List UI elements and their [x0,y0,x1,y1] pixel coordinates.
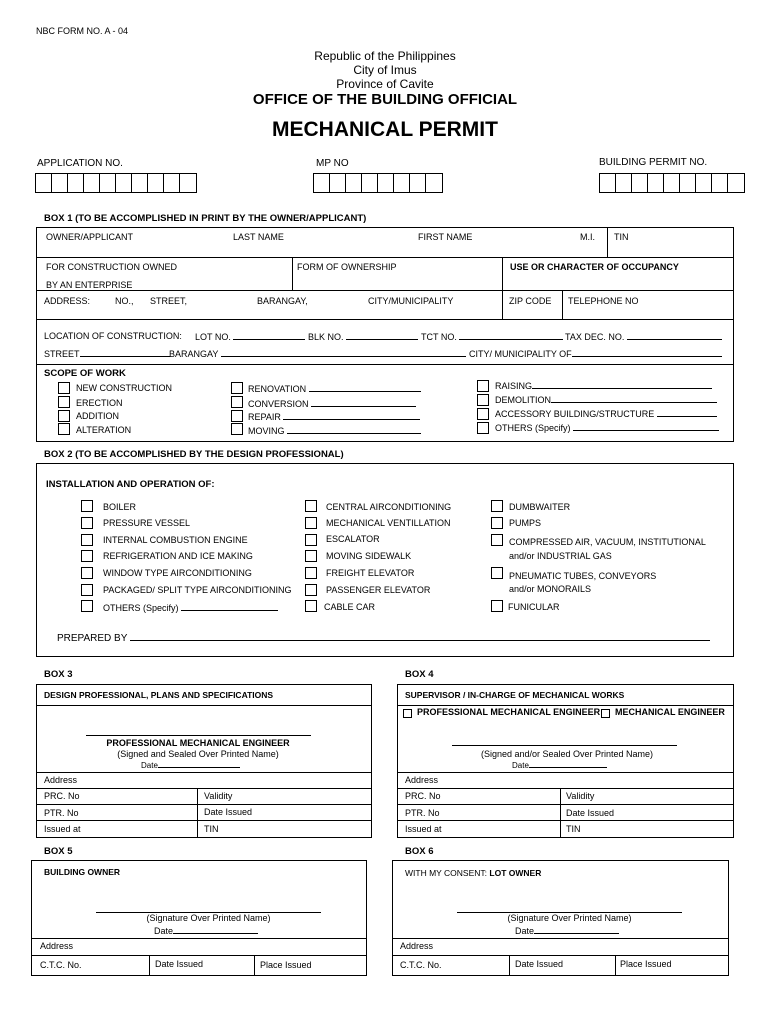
box4-ptr-label: PTR. No [405,808,440,818]
box6-consent [405,868,541,878]
box3-pme-label: PROFESSIONAL MECHANICAL ENGINEER [106,738,290,748]
demolition-field[interactable] [495,394,717,405]
box4-address-label: Address [405,775,439,785]
freight-elevator-checkbox[interactable] [305,567,317,579]
box1-heading: BOX 1 (TO BE ACCOMPLISHED IN PRINT BY THE OWNER/APPLICANT) [44,213,367,224]
dumbwaiter-checkbox[interactable] [491,500,503,512]
mech-ventilation-label: MECHANICAL VENTILLATION [326,518,451,528]
mi-label: M.I. [580,232,595,242]
box5-ctc-label: C.T.C. No. [40,960,82,970]
lot-no-label: LOT NO. [195,332,231,342]
telephone-label: TELEPHONE NO [568,296,639,306]
box2-heading: BOX 2 (TO BE ACCOMPLISHED BY THE DESIGN PROFESSIONAL) [44,449,344,460]
box6-date-field[interactable] [515,925,619,936]
box5-date-issued-label: Date Issued [155,959,204,969]
box3-address-label: Address [44,775,78,785]
building-permit-no-field[interactable] [599,173,745,193]
pneumatic-label-1: PNEUMATIC TUBES, CONVEYORS [509,571,657,581]
central-aircon-checkbox[interactable] [305,500,317,512]
refrigeration-label: REFRIGERATION AND ICE MAKING [103,551,253,561]
box5-date-field[interactable] [154,925,258,936]
erection-label: ERECTION [76,398,123,408]
construction-owned-label: FOR CONSTRUCTION OWNED [46,262,177,272]
box5-place-issued-label: Place Issued [260,960,312,970]
box4-pme-label: PROFESSIONAL MECHANICAL ENGINEER [417,707,601,717]
box3-validity-label: Validity [204,791,233,801]
mp-no-label: MP NO [316,158,349,169]
new-construction-checkbox[interactable] [58,382,70,394]
pumps-checkbox[interactable] [491,517,503,529]
install-others-checkbox[interactable] [81,600,93,612]
renovation-label: RENOVATION [248,384,307,394]
box4-pme-checkbox[interactable] [403,709,412,718]
dumbwaiter-label: DUMBWAITER [509,502,571,512]
box3-date-field[interactable] [141,761,240,770]
box5-date-label: Date [154,926,174,936]
blk-no-field[interactable] [308,331,418,342]
box5-label: BOX 5 [44,846,73,857]
box4-date-label: Date [512,761,529,770]
scope-others-field[interactable] [495,422,719,433]
by-enterprise-label: BY AN ENTERPRISE [46,280,133,290]
box4-label: BOX 4 [405,669,434,680]
accessory-field[interactable] [495,408,717,419]
raising-field[interactable] [495,380,712,391]
installation-heading: INSTALLATION AND OPERATION OF: [46,479,215,490]
scope-of-work-heading: SCOPE OF WORK [44,368,126,379]
repair-checkbox[interactable] [231,410,243,422]
raising-label: RAISING [495,381,533,391]
box3-tin-label: TIN [204,824,219,834]
box5-signature-label: (Signature Over Printed Name) [146,913,271,923]
accessory-label: ACCESSORY BUILDING/STRUCTURE [495,409,655,419]
box6-date-issued-label: Date Issued [515,959,564,969]
funicular-label: FUNICULAR [508,602,560,612]
location-label: LOCATION OF CONSTRUCTION: [44,331,182,341]
addition-checkbox[interactable] [58,410,70,422]
form-of-ownership-label: FORM OF OWNERSHIP [297,262,397,272]
box6-signature-label: (Signature Over Printed Name) [507,913,632,923]
office-title: OFFICE OF THE BUILDING OFFICIAL [252,91,518,108]
escalator-checkbox[interactable] [305,534,317,546]
box4-issued-at-label: Issued at [405,824,442,834]
accessory-checkbox[interactable] [477,408,489,420]
tax-dec-field[interactable] [565,331,722,342]
pressure-vessel-label: PRESSURE VESSEL [103,518,191,528]
internal-combustion-label: INTERNAL COMBUSTION ENGINE [103,535,248,545]
install-others-label: OTHERS (Specify) [103,603,179,613]
building-permit-no-label: BUILDING PERMIT NO. [599,157,708,168]
box4-validity-label: Validity [566,791,595,801]
tin-label: TIN [614,232,629,242]
box6-ctc-label: C.T.C. No. [400,960,442,970]
use-of-occupancy-label: USE OR CHARACTER OF OCCUPANCY [510,262,679,272]
compressed-air-checkbox[interactable] [491,534,503,546]
packaged-aircon-label: PACKAGED/ SPLIT TYPE AIRCONDITIONING [103,585,292,595]
location-street-label: STREET [44,349,80,359]
prepared-by-label: PREPARED BY [57,633,128,644]
refrigeration-checkbox[interactable] [81,550,93,562]
box4-heading: SUPERVISOR / IN-CHARGE OF MECHANICAL WORKS [405,690,625,700]
compressed-air-label-2: and/or INDUSTRIAL GAS [509,551,612,561]
pneumatic-label-2: and/or MONORAILS [509,584,592,594]
box3-date-label: Date [141,761,158,770]
box6-address-label: Address [400,941,434,951]
tct-no-field[interactable] [421,331,563,342]
address-label: ADDRESS: [44,296,91,306]
box4-signed-label: (Signed and/or Sealed Over Printed Name) [480,749,654,759]
renovation-checkbox[interactable] [231,382,243,394]
location-city-field[interactable] [469,348,722,359]
box6-consent-label: WITH MY CONSENT: [405,868,488,878]
box4-tin-label: TIN [566,824,581,834]
passenger-elevator-checkbox[interactable] [305,584,317,596]
conversion-field[interactable] [248,398,416,409]
pneumatic-checkbox[interactable] [491,567,503,579]
box6-date-label: Date [515,926,535,936]
tax-dec-label: TAX DEC. NO. [565,332,625,342]
box3-date-issued-label: Date Issued [204,807,253,817]
compressed-air-label-1: COMPRESSED AIR, VACUUM, INSTITUTIONAL [509,537,706,547]
box4-date-field[interactable] [512,761,607,770]
application-no-field[interactable] [35,173,197,193]
scope-others-label: OTHERS (Specify) [495,423,571,433]
freight-elevator-label: FREIGHT ELEVATOR [326,568,415,578]
demolition-label: DEMOLITION [495,395,552,405]
internal-combustion-checkbox[interactable] [81,534,93,546]
install-others-field[interactable] [103,602,278,613]
passenger-elevator-label: PASSENGER ELEVATOR [326,585,431,595]
funicular-checkbox[interactable] [491,600,503,612]
box4-date-issued-label: Date Issued [566,808,615,818]
erection-checkbox[interactable] [58,396,70,408]
location-barangay-label: BARANGAY [169,349,219,359]
pressure-vessel-checkbox[interactable] [81,517,93,529]
box5-heading: BUILDING OWNER [44,867,121,877]
prepared-by-field[interactable] [57,632,710,644]
tct-no-label: TCT NO. [421,332,457,342]
repair-label: REPAIR [248,412,281,422]
address-barangay-label: BARANGAY, [257,296,308,306]
renovation-field[interactable] [248,383,421,394]
moving-field[interactable] [248,425,421,436]
address-street-label: STREET, [150,296,188,306]
cable-car-label: CABLE CAR [324,602,376,612]
box4-me-label: MECHANICAL ENGINEER [615,707,725,717]
box3-issued-at-label: Issued at [44,824,81,834]
boiler-label: BOILER [103,502,137,512]
window-aircon-checkbox[interactable] [81,567,93,579]
location-street-field[interactable] [44,348,170,359]
moving-checkbox[interactable] [231,423,243,435]
conversion-label: CONVERSION [248,399,309,409]
box6-place-issued-label: Place Issued [620,959,672,969]
box3-prc-label: PRC. No [44,791,80,801]
box5-address-label: Address [40,941,74,951]
location-city-label: CITY/ MUNICIPALITY OF [469,349,572,359]
central-aircon-label: CENTRAL AIRCONDITIONING [326,502,452,512]
address-no-label: NO., [115,296,134,306]
lot-no-field[interactable] [195,331,305,342]
mp-no-field[interactable] [313,173,443,193]
packaged-aircon-checkbox[interactable] [81,584,93,596]
location-barangay-field[interactable] [169,348,466,359]
box4-prc-label: PRC. No [405,791,441,801]
box3-heading: DESIGN PROFESSIONAL, PLANS AND SPECIFICATIONS [44,690,274,700]
scope-others-checkbox[interactable] [477,422,489,434]
new-construction-label: NEW CONSTRUCTION [76,383,172,393]
repair-field[interactable] [248,411,420,422]
box6-label: BOX 6 [405,846,434,857]
conversion-checkbox[interactable] [231,396,243,408]
pumps-label: PUMPS [509,518,542,528]
cable-car-checkbox[interactable] [305,600,317,612]
owner-applicant-label: OWNER/APPLICANT [46,232,134,242]
box6-lot-owner-label: LOT OWNER [489,868,542,878]
blk-no-label: BLK NO. [308,332,344,342]
header-city: City of Imus [353,63,417,77]
moving-label: MOVING [248,426,285,436]
alteration-label: ALTERATION [76,425,132,435]
form-number: NBC FORM NO. A - 04 [36,26,129,36]
demolition-checkbox[interactable] [477,394,489,406]
last-name-label: LAST NAME [233,232,284,242]
header-republic: Republic of the Philippines [314,49,456,63]
boiler-checkbox[interactable] [81,500,93,512]
box3-signature-line[interactable] [86,735,311,736]
addition-label: ADDITION [76,411,120,421]
moving-sidewalk-label: MOVING SIDEWALK [326,551,412,561]
header-province: Province of Cavite [336,77,434,91]
box3-ptr-label: PTR. No [44,808,79,818]
box4-me-checkbox[interactable] [601,709,610,718]
first-name-label: FIRST NAME [418,232,473,242]
application-no-label: APPLICATION NO. [37,158,123,169]
box3-signed-label: (Signed and Sealed Over Printed Name) [117,749,279,759]
zip-code-label: ZIP CODE [509,296,552,306]
escalator-label: ESCALATOR [326,534,380,544]
moving-sidewalk-checkbox[interactable] [305,550,317,562]
alteration-checkbox[interactable] [58,423,70,435]
page-title: MECHANICAL PERMIT [272,118,498,141]
address-city-label: CITY/MUNICIPALITY [368,296,454,306]
box3-label: BOX 3 [44,669,73,680]
window-aircon-label: WINDOW TYPE AIRCONDITIONING [103,568,252,578]
mech-ventilation-checkbox[interactable] [305,517,317,529]
raising-checkbox[interactable] [477,380,489,392]
box4-signature-line[interactable] [452,745,677,746]
